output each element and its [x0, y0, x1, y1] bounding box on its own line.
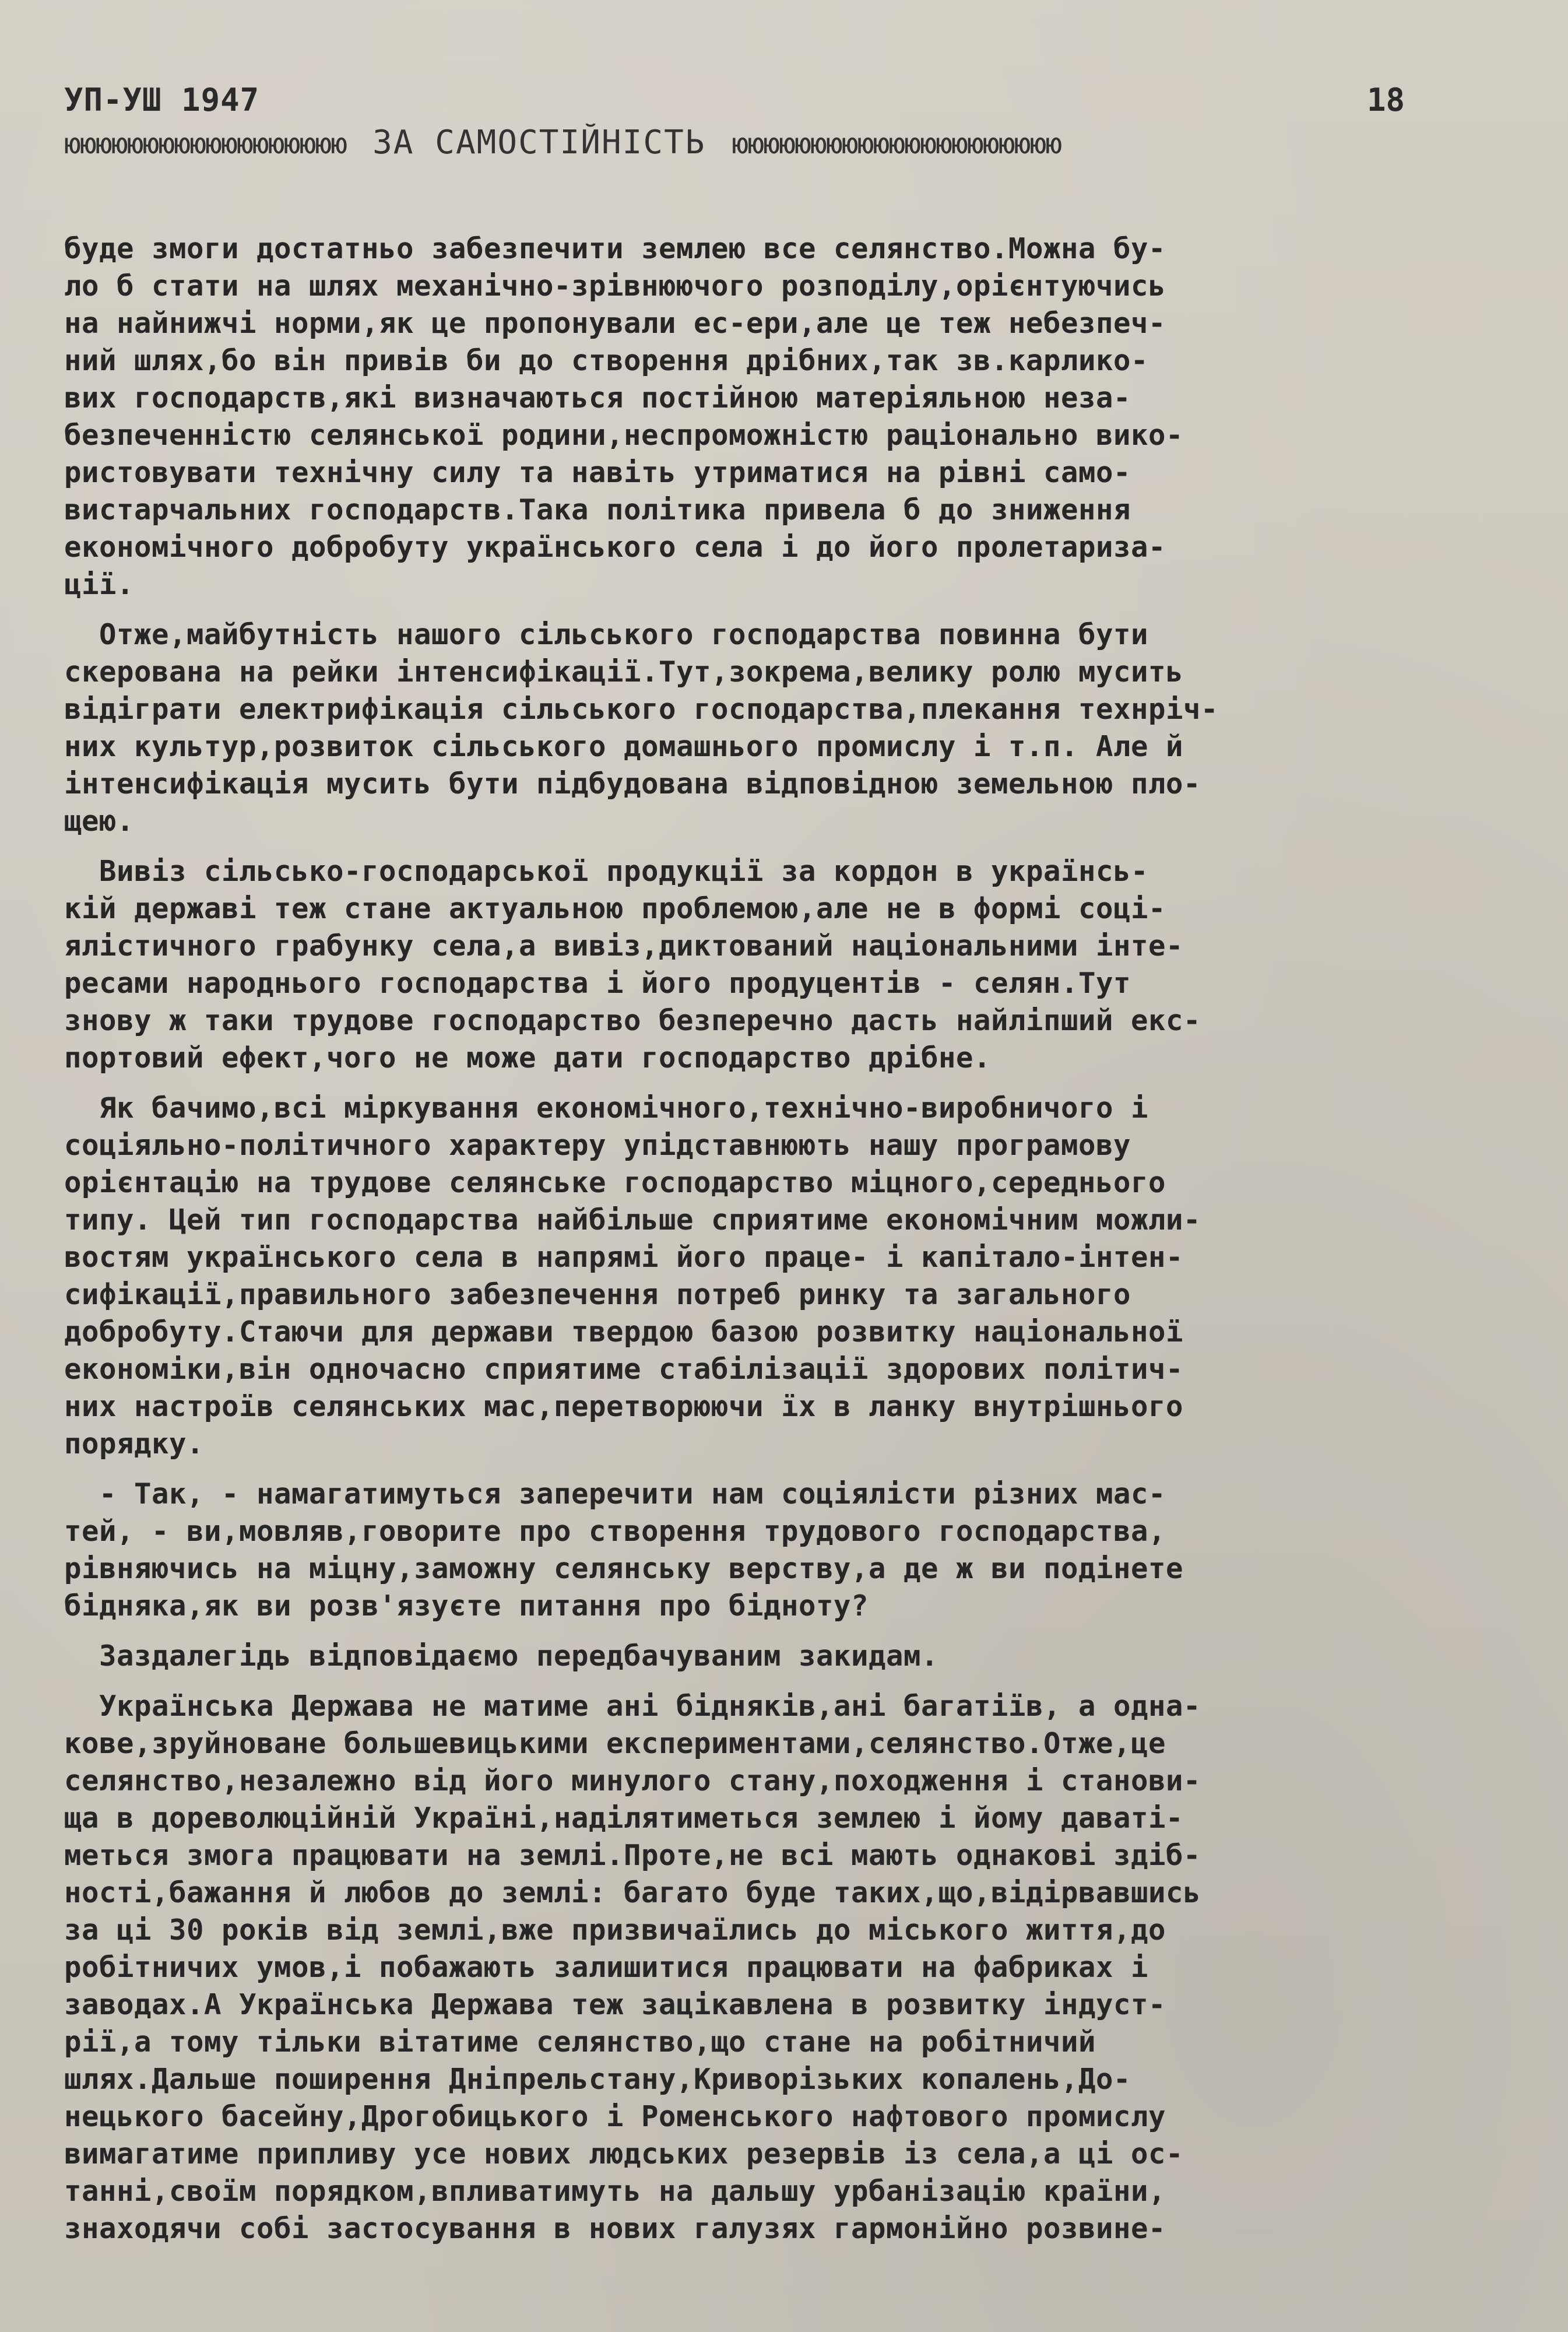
text-line: них культур,розвиток сільського домашнього промислу і т.п. Але й [64, 730, 1184, 763]
header-rule-left: юююююююююююююююююю [64, 128, 347, 160]
paragraph [64, 853, 1504, 1077]
text-line: робітничих умов,і побажають залишитися працювати на фабриках і [64, 1951, 1149, 1984]
paragraph [64, 1476, 1504, 1625]
page-number: 18 [1366, 82, 1405, 118]
text-line: знову ж таки трудове господарство безперечно дасть найліпший екс- [64, 1004, 1201, 1037]
text-line: вимагатиме припливу усе нових людських резервів із села,а ці ос- [64, 2137, 1184, 2171]
text-line: рії,а тому тільки вітатиме селянство,що стане на робітничий [64, 2025, 1096, 2059]
text-line: добробуту.Стаючи для держави твердою базою розвитку національної [64, 1315, 1184, 1348]
text-line: востям українського села в напрямі його праце- і капітало-інтен- [64, 1241, 1184, 1274]
text-line: ристовувати технічну силу та навіть утриматися на рівні само- [64, 456, 1131, 489]
paragraph [64, 616, 1504, 840]
header-rule [64, 124, 1416, 164]
text-line: Вивіз сільсько-господарської продукції за кордон в українсь- [64, 855, 1149, 888]
text-line: танні,своїм порядком,впливатимуть на дальшу урбанізацію країни, [64, 2175, 1166, 2208]
text-line: портовий ефект,чого не може дати господарство дрібне. [64, 1041, 992, 1074]
text-line: сифікації,правильного забезпечення потреб ринку та загального [64, 1278, 1131, 1311]
text-line: скерована на рейки інтенсифікації.Тут,зокрема,велику ролю мусить [64, 655, 1184, 689]
text-line: ялістичного грабунку села,а вивіз,диктований національними інте- [64, 929, 1184, 963]
text-line: типу. Цей тип господарства найбільше сприятиме економічним можли- [64, 1203, 1201, 1237]
text-line: за ці 30 років від землі,вже призвичаїлись до міського життя,до [64, 1913, 1166, 1947]
paragraph [64, 230, 1504, 603]
text-line: - Так, - намагатимуться заперечити нам соціялісти різних мас- [64, 1477, 1166, 1511]
text-line: кове,зруйноване большевицькими експериментами,селянство.Отже,це [64, 1727, 1166, 1760]
text-line: щею. [64, 805, 135, 838]
text-line: них настроїв селянських мас,перетворюючи їх в ланку внутрішнього [64, 1390, 1184, 1423]
text-line: орієнтацію на трудове селянське господарство міцного,середнього [64, 1166, 1166, 1199]
text-line: соціяльно-політичного характеру упідставнюють нашу програмову [64, 1129, 1131, 1162]
text-line: Українська Держава не матиме ані бідняків,ані багатіїв, а одна- [64, 1690, 1201, 1723]
text-line: знаходячи собі застосування в нових галузях гармонійно розвине- [64, 2212, 1166, 2245]
text-line: ції. [64, 568, 135, 601]
text-line: відіграти електрифікація сільського господарства,плекання технріч- [64, 693, 1219, 726]
issue-date: УП-УШ 1947 [64, 82, 260, 118]
text-line: вистарчальних господарств.Така політика привела б до зниження [64, 493, 1131, 526]
text-line: заводах.А Українська Держава теж зацікавлена в розвитку індуст- [64, 1988, 1166, 2021]
paragraph [64, 1090, 1504, 1463]
text-line: економіки,він одночасно сприятиме стабілізації здорових політич- [64, 1353, 1184, 1386]
text-line: нецького басейну,Дрогобицького і Роменського нафтового промислу [64, 2100, 1166, 2133]
paragraph [64, 1638, 1504, 1675]
paragraph [64, 1688, 1504, 2247]
text-line: Заздалегідь відповідаємо передбачуваним закидам. [64, 1639, 939, 1673]
text-line: інтенсифікація мусить бути підбудована відповідною земельною пло- [64, 767, 1201, 800]
text-line: порядку. [64, 1427, 205, 1460]
text-line: ща в дореволюційній Україні,наділятиметься землею і йому даваті- [64, 1801, 1184, 1835]
text-line: ний шлях,бо він привів би до створення дрібних,так зв.карлико- [64, 344, 1149, 377]
text-line: тей, - ви,мовляв,говорите про створення трудового господарства, [64, 1515, 1166, 1548]
text-line: буде змоги достатньо забезпечити землею все селянство.Можна бу- [64, 232, 1166, 265]
typed-body-text [64, 230, 1504, 2260]
text-line: селянство,незалежно від його минулого стану,походження і станови- [64, 1764, 1201, 1797]
text-line: кій державі теж стане актуальною проблемою,але не в формі соці- [64, 892, 1166, 925]
text-line: рівняючись на міцну,заможну селянську верству,а де ж ви подінете [64, 1552, 1184, 1585]
text-line: ресами народнього господарства і його продуцентів - селян.Тут [64, 967, 1131, 1000]
text-line: ності,бажання й любов до землі: багато буде таких,що,відірвавшись [64, 1876, 1201, 1909]
text-line: меться змога працювати на землі.Проте,не всі мають однакові здіб- [64, 1839, 1201, 1872]
text-line: шлях.Дальше поширення Дніпрельстану,Криворізьких копалень,До- [64, 2063, 1131, 2096]
text-line: Як бачимо,всі міркування економічного,технічно-виробничого і [64, 1091, 1149, 1125]
header-rule-right: ююююююююююююююююююююю [732, 128, 1061, 160]
text-line: вих господарств,які визначаються постійною матеріяльною неза- [64, 381, 1131, 415]
text-line: ло б стати на шлях механічно-зрівнюючого розподілу,орієнтуючись [64, 269, 1166, 303]
page-header [64, 82, 1405, 169]
text-line: на найнижчі норми,як це пропонували ес-ери,але це теж небезпеч- [64, 307, 1166, 340]
text-line: безпеченністю селянської родини,неспроможністю раціонально вико- [64, 419, 1184, 452]
text-line: економічного добробуту українського села і до його пролетаризa- [64, 531, 1166, 564]
header-title: ЗА САМОСТІЙНІСТЬ [372, 124, 706, 161]
text-line: Отже,майбутність нашого сільського господарства повинна бути [64, 618, 1149, 651]
text-line: бідняка,як ви розв'язуєте питання про бідноту? [64, 1589, 869, 1622]
